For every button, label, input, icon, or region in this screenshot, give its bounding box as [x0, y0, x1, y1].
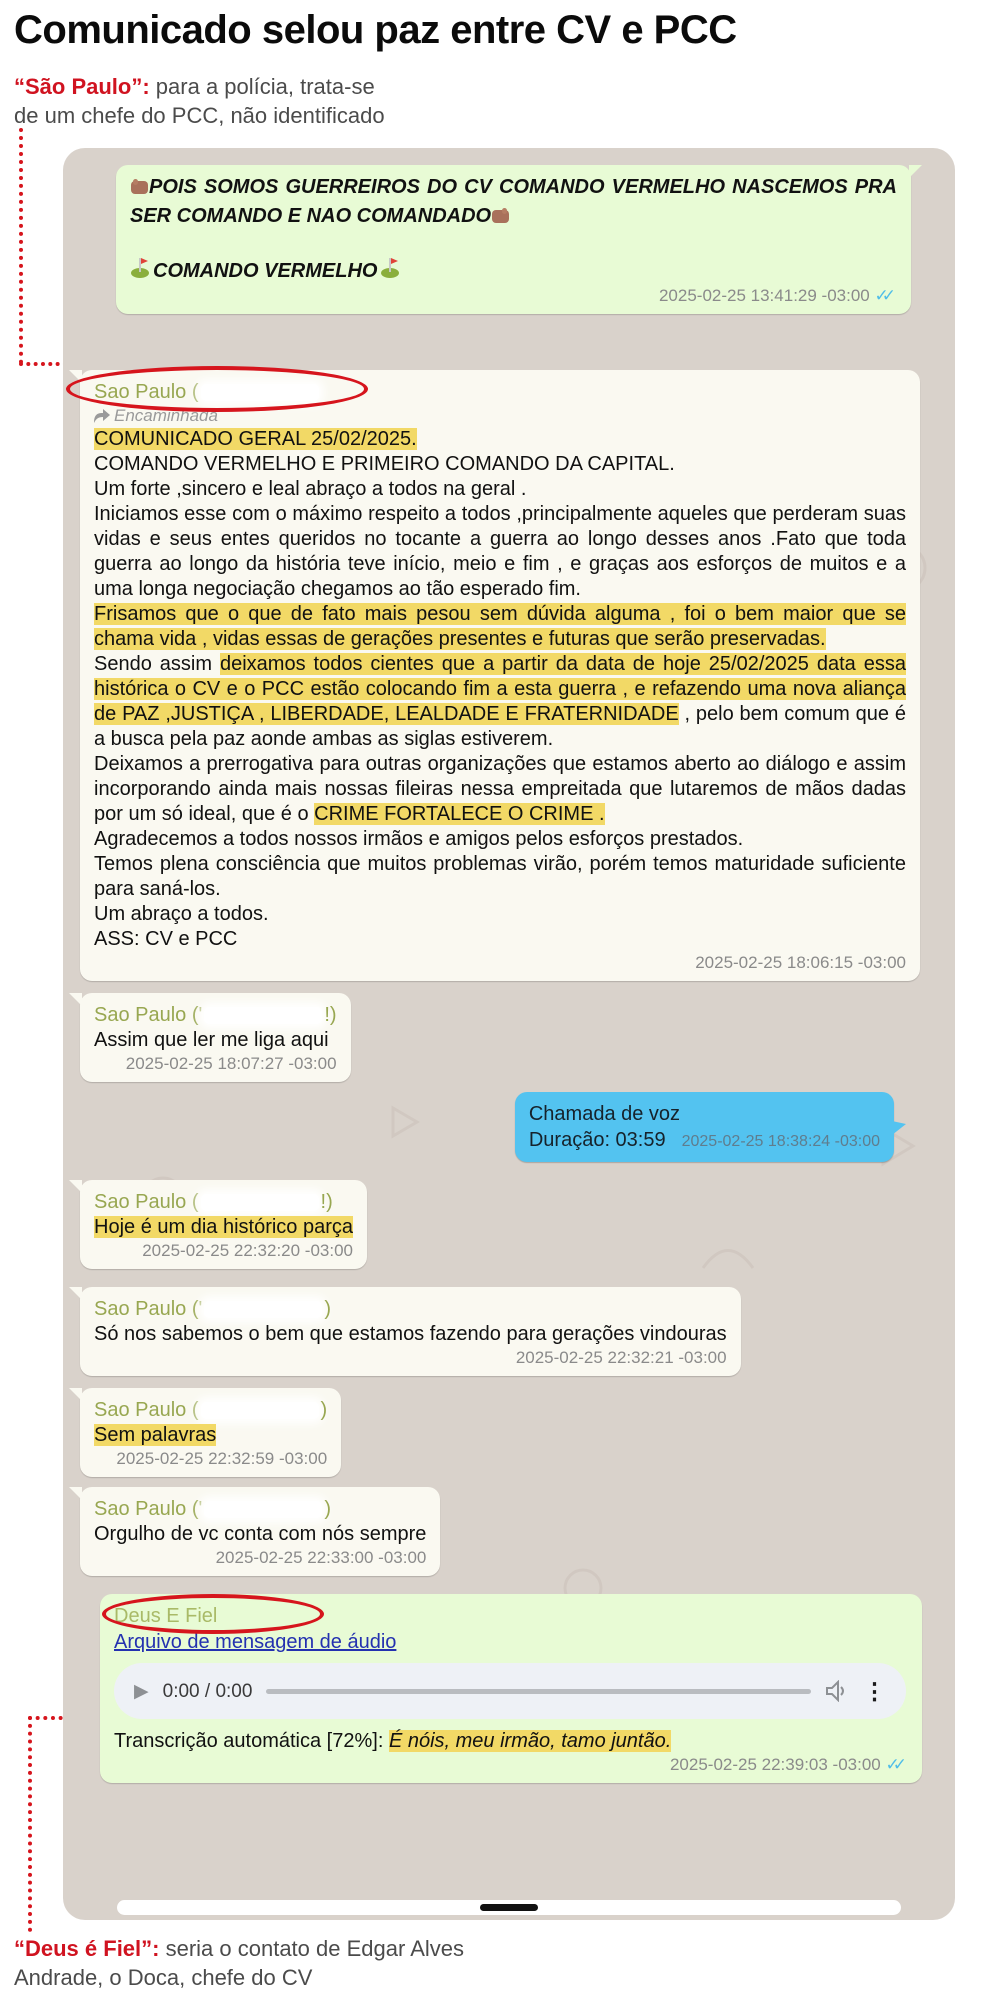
sender-name: [94, 1397, 327, 1423]
sender-name: [94, 1189, 353, 1215]
audio-message-bubble: [100, 1594, 922, 1783]
annotation-connector-line: [28, 1716, 32, 1932]
sender-name: [94, 1296, 727, 1322]
message-timestamp: 2025-02-25 18:06:15 -03:00: [695, 953, 906, 972]
comunicado-paragraph: COMANDO VERMELHO E PRIMEIRO COMANDO DA CAPITAL.: [94, 453, 675, 475]
slogan-line1: POIS SOMOS GUERREIROS DO CV COMANDO VERMELHO NASCEMOS PRA SER COMANDO E NAO COMANDADO: [130, 176, 897, 227]
volume-icon[interactable]: [825, 1680, 849, 1702]
message-bubble-so-nos: [80, 1287, 741, 1376]
message-bubble-sem-palavras: [80, 1388, 341, 1477]
message-timestamp: [130, 286, 897, 306]
read-receipt-checks-icon: ✓✓: [885, 1755, 900, 1774]
message-timestamp: 2025-02-25 22:33:00 -03:00: [215, 1548, 427, 1567]
audio-time: 0:00 / 0:00: [162, 1680, 253, 1702]
golf-flag-emoji-icon: [380, 256, 400, 285]
comunicado-paragraph: Frisamos que o que de fato mais pesou sem dúvida alguma , foi o bem maior que se chama vida , vidas essas de gerações presentes e futuras que serão preservadas.: [94, 603, 906, 650]
sender-text: Sao Paulo (': [94, 1298, 203, 1320]
sender-text: Sao Paulo (': [94, 1004, 203, 1026]
headline: Comunicado selou paz entre CV e PCC: [14, 8, 737, 52]
message-timestamp: [114, 1755, 908, 1775]
sender-name: [94, 379, 906, 405]
call-label: Chamada de voz: [528, 1103, 681, 1125]
message-text: Hoje é um dia histórico parça: [94, 1216, 354, 1238]
bottom-annotation-line1: [14, 1934, 464, 1963]
redacted-phone-number: [204, 1007, 322, 1024]
message-text: [130, 174, 897, 232]
bottom-annotation-line2: Andrade, o Doca, chefe do CV: [14, 1965, 313, 1990]
message-bubble-comunicado: [80, 370, 920, 981]
sender-text: ): [320, 1399, 328, 1421]
redacted-phone-number: [201, 384, 319, 401]
annotation-connector-line: [19, 362, 67, 366]
message-bubble-assim: [80, 993, 351, 1082]
sender-text: Sao Paulo (: [94, 381, 199, 403]
player-menu-icon[interactable]: ⋮: [863, 1677, 886, 1704]
message-bubble-hoje: [80, 1180, 367, 1269]
redacted-phone-number: [204, 1501, 322, 1518]
read-receipt-checks-icon: ✓✓: [874, 286, 889, 305]
comunicado-paragraph: Iniciamos esse com o máximo respeito a todos ,principalmente aqueles que perderam suas vidas e seus entes queridos no tocante a guerra ao longo desses anos .Fato que toda guerra ao longo da história teve início, meio e fim , e graças aos esforços de muitos e a uma longa negociação chegamos ao tão esperado fim.: [94, 503, 906, 600]
top-annotation-line1: [14, 72, 385, 101]
comunicado-paragraph: Temos plena consciência que muitos problemas virão, porém temos maturidade suficiente para saná-los.: [94, 853, 906, 900]
audio-progress-bar[interactable]: [266, 1689, 811, 1694]
audio-transcription: Transcrição automática [72%]: É nóis, meu irmão, tamo juntão.: [114, 1730, 672, 1752]
sender-name: Deus E Fiel: [114, 1605, 218, 1627]
bottom-annotation: [14, 1934, 464, 1992]
top-annotation: [14, 72, 385, 130]
comunicado-paragraph: Um abraço a todos.: [94, 903, 269, 925]
redacted-phone-number: [201, 1402, 319, 1419]
sender-text: ): [324, 1298, 332, 1320]
redacted-phone-number: [204, 1301, 322, 1318]
sender-text: !): [324, 1004, 337, 1026]
message-timestamp: 2025-02-25 22:32:59 -03:00: [116, 1449, 328, 1468]
message-text: Assim que ler me liga aqui: [94, 1029, 329, 1051]
message-timestamp: 2025-02-25 22:32:21 -03:00: [515, 1348, 727, 1367]
redacted-phone-number: [201, 1194, 319, 1211]
comunicado-paragraph: Sendo assim deixamos todos cientes que a partir da data de hoje 25/02/2025 data essa histórica o CV e o PCC estão colocando fim a esta guerra , e refazendo uma nova aliança de PAZ ,JUSTIÇA , LIBERDADE, LEALDADE E FRATERNIDADE , pelo bem comum que é a busca pela paz aonde ambas as siglas estiverem.: [94, 653, 906, 750]
bottom-annotation-lead: “Deus é Fiel”:: [14, 1936, 160, 1961]
call-duration: Duração: 03:59: [528, 1129, 666, 1151]
timestamp-text: 2025-02-25 22:39:03 -03:00: [669, 1755, 881, 1774]
message-bubble-cv-slogan: [116, 165, 911, 314]
fist-emoji-icon: [491, 206, 510, 232]
sender-text: Sao Paulo (': [94, 1498, 203, 1520]
top-annotation-lead: “São Paulo”:: [14, 74, 150, 99]
sender-name: [94, 1002, 337, 1028]
sender-name: [94, 1496, 426, 1522]
sender-text: ): [324, 1498, 332, 1520]
message-text: Só nos sabemos o bem que estamos fazendo para gerações vindouras: [94, 1323, 727, 1345]
comunicado-paragraph: Um forte ,sincero e leal abraço a todos na geral .: [94, 478, 527, 500]
message-text: Sem palavras: [94, 1424, 217, 1446]
golf-flag-emoji-icon: [130, 256, 150, 285]
message-text: Orgulho de vc conta com nós sempre: [94, 1523, 427, 1545]
bottom-annotation-text: seria o contato de Edgar Alves: [159, 1936, 465, 1961]
sender-text: Sao Paulo (: [94, 1399, 199, 1421]
top-annotation-line2: de um chefe do PCC, não identificado: [14, 103, 385, 128]
slogan-line2: COMANDO VERMELHO: [153, 259, 378, 282]
play-button-icon[interactable]: ▶: [134, 1680, 149, 1702]
message-timestamp: 2025-02-25 22:32:20 -03:00: [142, 1241, 354, 1260]
sender-text: Sao Paulo (: [94, 1191, 199, 1213]
fist-emoji-icon: [130, 177, 149, 203]
voice-call-bubble: [515, 1092, 894, 1162]
timestamp-text: 2025-02-25 13:41:29 -03:00: [658, 286, 870, 305]
home-indicator: [480, 1904, 538, 1911]
phone-home-bar: [117, 1900, 901, 1915]
annotation-connector-line: [19, 128, 23, 364]
message-bubble-orgulho: [80, 1487, 440, 1576]
comunicado-paragraph: COMUNICADO GERAL 25/02/2025.: [94, 428, 417, 450]
message-timestamp: 2025-02-25 18:38:24 -03:00: [681, 1133, 880, 1150]
audio-player[interactable]: [114, 1663, 906, 1719]
top-annotation-text: para a polícia, trata-se: [149, 74, 375, 99]
forward-arrow-icon: [94, 409, 110, 423]
forwarded-label: [94, 405, 906, 427]
message-timestamp: 2025-02-25 18:07:27 -03:00: [125, 1054, 337, 1073]
forwarded-text: Encaminhada: [114, 406, 218, 425]
call-detail-row: [529, 1127, 880, 1154]
comunicado-paragraph: Agradecemos a todos nossos irmãos e amigos pelos esforços prestados.: [94, 828, 744, 850]
sender-text: !): [320, 1191, 333, 1213]
comunicado-paragraph: Deixamos a prerrogativa para outras organizações que estamos aberto ao diálogo e assim incorporando ainda mais nossas fileiras nessa empreitada que lutaremos de mãos dadas por um só ideal, que é o CRIME FORTALECE O CRIME .: [94, 753, 906, 825]
chat-screenshot: [63, 148, 955, 1920]
comunicado-paragraph: ASS: CV e PCC: [94, 928, 238, 950]
audio-file-link[interactable]: Arquivo de mensagem de áudio: [114, 1631, 397, 1653]
message-text: [130, 256, 897, 285]
